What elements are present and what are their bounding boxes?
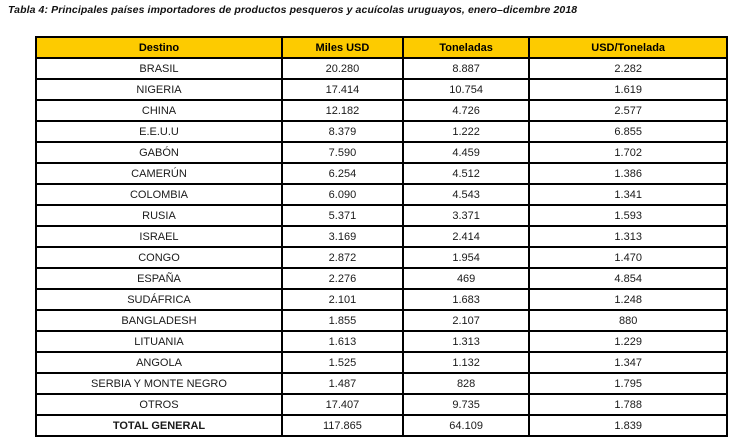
table-caption: Tabla 4: Principales países importadores de productos pesqueros y acuícolas uruguayos, enero–dicembre 2018 bbox=[8, 4, 578, 16]
cell-miles-usd: 2.872 bbox=[282, 247, 403, 268]
table-row bbox=[36, 121, 727, 142]
cell-usd-tonelada: 1.341 bbox=[529, 184, 727, 205]
cell-destino: OTROS bbox=[36, 394, 282, 415]
cell-miles-usd: 17.414 bbox=[282, 79, 403, 100]
cell-usd-tonelada: 6.855 bbox=[529, 121, 727, 142]
cell-usd-tonelada: 1.229 bbox=[529, 331, 727, 352]
cell-toneladas: 8.887 bbox=[403, 58, 529, 79]
cell-destino: CAMERÚN bbox=[36, 163, 282, 184]
table-header bbox=[36, 37, 727, 58]
cell-toneladas: 4.726 bbox=[403, 100, 529, 121]
cell-usd-tonelada: 2.282 bbox=[529, 58, 727, 79]
cell-destino: SERBIA Y MONTE NEGRO bbox=[36, 373, 282, 394]
cell-destino: RUSIA bbox=[36, 205, 282, 226]
cell-toneladas: 1.132 bbox=[403, 352, 529, 373]
cell-miles-usd: 3.169 bbox=[282, 226, 403, 247]
cell-toneladas: 1.954 bbox=[403, 247, 529, 268]
importers-table bbox=[35, 36, 728, 437]
cell-toneladas: 1.683 bbox=[403, 289, 529, 310]
cell-toneladas: 1.313 bbox=[403, 331, 529, 352]
cell-usd-tonelada: 1.788 bbox=[529, 394, 727, 415]
cell-usd-tonelada: 1.248 bbox=[529, 289, 727, 310]
cell-toneladas: 828 bbox=[403, 373, 529, 394]
cell-miles-usd: 1.487 bbox=[282, 373, 403, 394]
cell-usd-tonelada: 1.795 bbox=[529, 373, 727, 394]
table-row bbox=[36, 79, 727, 100]
table-row bbox=[36, 352, 727, 373]
table-row bbox=[36, 268, 727, 289]
cell-destino: BRASIL bbox=[36, 58, 282, 79]
table-row bbox=[36, 289, 727, 310]
cell-miles-usd: 12.182 bbox=[282, 100, 403, 121]
cell-usd-tonelada: 1.386 bbox=[529, 163, 727, 184]
cell-usd-tonelada: 1.702 bbox=[529, 142, 727, 163]
cell-miles-usd: 8.379 bbox=[282, 121, 403, 142]
cell-toneladas: 2.414 bbox=[403, 226, 529, 247]
cell-miles-usd: 17.407 bbox=[282, 394, 403, 415]
cell-usd-tonelada: 2.577 bbox=[529, 100, 727, 121]
cell-destino: BANGLADESH bbox=[36, 310, 282, 331]
header-row bbox=[36, 37, 727, 58]
cell-miles-usd: 1.525 bbox=[282, 352, 403, 373]
table-row bbox=[36, 310, 727, 331]
column-header-destino: Destino bbox=[36, 37, 282, 58]
cell-toneladas: 3.371 bbox=[403, 205, 529, 226]
cell-usd-tonelada: 1.593 bbox=[529, 205, 727, 226]
cell-destino: ESPAÑA bbox=[36, 268, 282, 289]
cell-miles-usd: 6.254 bbox=[282, 163, 403, 184]
cell-miles-usd: 117.865 bbox=[282, 415, 403, 436]
table-row bbox=[36, 331, 727, 352]
table-row bbox=[36, 184, 727, 205]
cell-toneladas: 469 bbox=[403, 268, 529, 289]
cell-miles-usd: 1.855 bbox=[282, 310, 403, 331]
cell-usd-tonelada: 1.839 bbox=[529, 415, 727, 436]
cell-destino: E.E.U.U bbox=[36, 121, 282, 142]
table-row bbox=[36, 142, 727, 163]
table-row bbox=[36, 394, 727, 415]
cell-toneladas: 10.754 bbox=[403, 79, 529, 100]
cell-miles-usd: 1.613 bbox=[282, 331, 403, 352]
cell-usd-tonelada: 1.347 bbox=[529, 352, 727, 373]
table-row bbox=[36, 205, 727, 226]
table-row bbox=[36, 226, 727, 247]
cell-destino: ANGOLA bbox=[36, 352, 282, 373]
cell-destino: COLOMBIA bbox=[36, 184, 282, 205]
table-row bbox=[36, 373, 727, 394]
cell-usd-tonelada: 1.470 bbox=[529, 247, 727, 268]
cell-usd-tonelada: 880 bbox=[529, 310, 727, 331]
column-header-toneladas: Toneladas bbox=[403, 37, 529, 58]
table-body bbox=[36, 58, 727, 436]
cell-toneladas: 2.107 bbox=[403, 310, 529, 331]
cell-miles-usd: 20.280 bbox=[282, 58, 403, 79]
column-header-miles-usd: Miles USD bbox=[282, 37, 403, 58]
cell-destino: TOTAL GENERAL bbox=[36, 415, 282, 436]
cell-destino: LITUANIA bbox=[36, 331, 282, 352]
cell-miles-usd: 5.371 bbox=[282, 205, 403, 226]
cell-destino: CHINA bbox=[36, 100, 282, 121]
table-row bbox=[36, 100, 727, 121]
total-row bbox=[36, 415, 727, 436]
table-row bbox=[36, 247, 727, 268]
cell-destino: NIGERIA bbox=[36, 79, 282, 100]
cell-toneladas: 4.512 bbox=[403, 163, 529, 184]
cell-destino: SUDÁFRICA bbox=[36, 289, 282, 310]
cell-toneladas: 64.109 bbox=[403, 415, 529, 436]
cell-toneladas: 9.735 bbox=[403, 394, 529, 415]
cell-miles-usd: 6.090 bbox=[282, 184, 403, 205]
column-header-usd-tonelada: USD/Tonelada bbox=[529, 37, 727, 58]
cell-miles-usd: 2.276 bbox=[282, 268, 403, 289]
cell-usd-tonelada: 4.854 bbox=[529, 268, 727, 289]
cell-toneladas: 1.222 bbox=[403, 121, 529, 142]
cell-toneladas: 4.459 bbox=[403, 142, 529, 163]
cell-toneladas: 4.543 bbox=[403, 184, 529, 205]
cell-destino: GABÓN bbox=[36, 142, 282, 163]
table-row bbox=[36, 58, 727, 79]
cell-destino: CONGO bbox=[36, 247, 282, 268]
table-row bbox=[36, 163, 727, 184]
cell-miles-usd: 7.590 bbox=[282, 142, 403, 163]
cell-usd-tonelada: 1.313 bbox=[529, 226, 727, 247]
cell-destino: ISRAEL bbox=[36, 226, 282, 247]
cell-usd-tonelada: 1.619 bbox=[529, 79, 727, 100]
cell-miles-usd: 2.101 bbox=[282, 289, 403, 310]
